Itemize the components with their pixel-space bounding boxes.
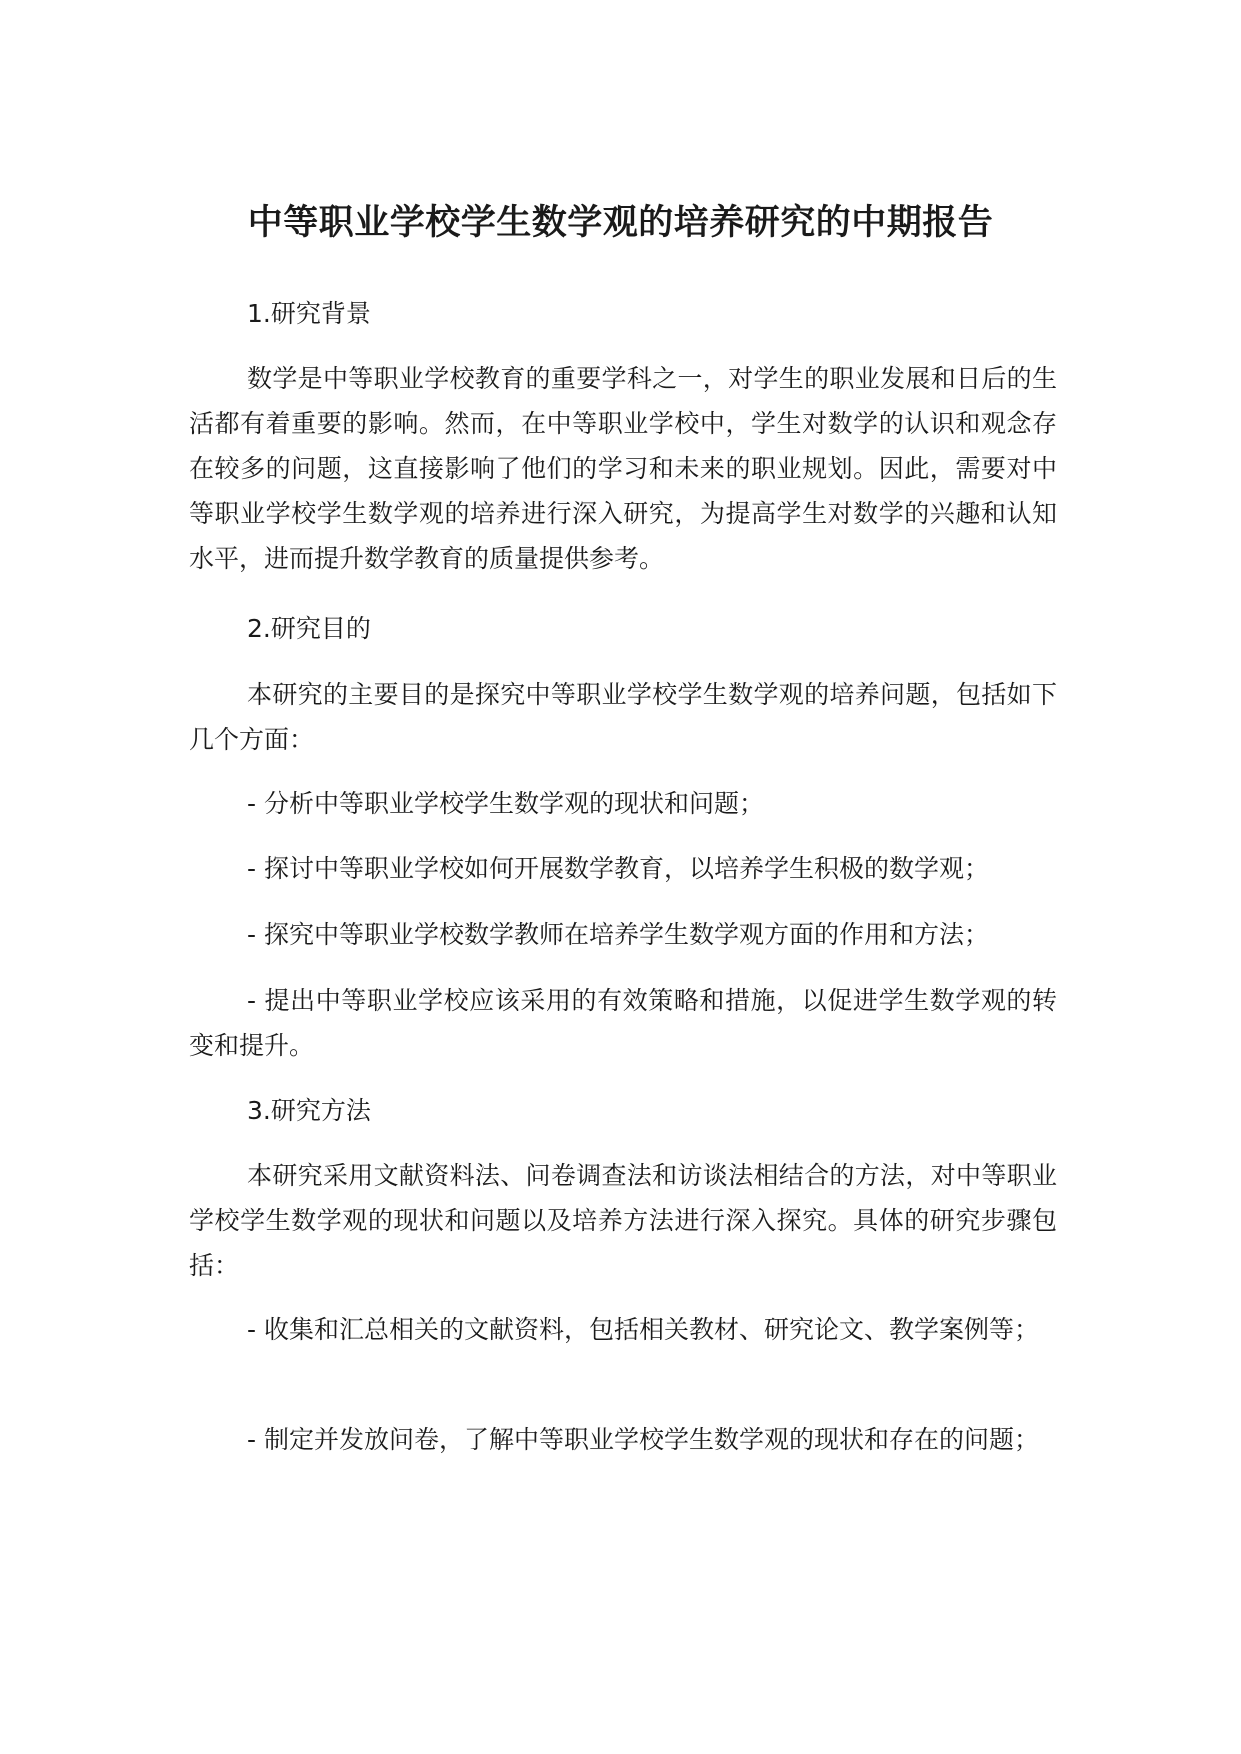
list-item-objective-1: - 分析中等职业学校学生数学观的现状和问题； <box>247 789 764 818</box>
list-item-method-1: - 收集和汇总相关的文献资料，包括相关教材、研究论文、教学案例等； <box>247 1315 1039 1344</box>
list-item-objective-3: - 探究中等职业学校数学教师在培养学生数学观方面的作用和方法； <box>247 920 989 949</box>
section-heading-objective: 2.研究目的 <box>247 614 371 643</box>
list-item-objective-4: - 提出中等职业学校应该采用的有效策略和措施，以促进学生数学观的转变和提升。 <box>189 986 1057 1060</box>
paragraph-background: 数学是中等职业学校教育的重要学科之一，对学生的职业发展和日后的生活都有着重要的影响。然而，在中等职业学校中，学生对数学的认识和观念存在较多的问题，这直接影响了他们的学习和未来的职业规划。因此，需要对中等职业学校学生数学观的培养进行深入研究，为提高学生对数学的兴趣和认知水平，进而提升数学教育的质量提供参考。 <box>189 364 1057 573</box>
list-item-objective-2: - 探讨中等职业学校如何开展数学教育，以培养学生积极的数学观； <box>247 854 989 883</box>
section-heading-background: 1.研究背景 <box>247 299 371 328</box>
paragraph-objective-intro: 本研究的主要目的是探究中等职业学校学生数学观的培养问题，包括如下几个方面： <box>189 680 1057 754</box>
paragraph-method-intro: 本研究采用文献资料法、问卷调查法和访谈法相结合的方法，对中等职业学校学生数学观的现状和问题以及培养方法进行深入探究。具体的研究步骤包括： <box>189 1161 1057 1280</box>
section-heading-method: 3.研究方法 <box>247 1096 371 1125</box>
document-title: 中等职业学校学生数学观的培养研究的中期报告 <box>247 203 994 244</box>
list-item-method-2: - 制定并发放问卷，了解中等职业学校学生数学观的现状和存在的问题； <box>247 1425 1039 1454</box>
